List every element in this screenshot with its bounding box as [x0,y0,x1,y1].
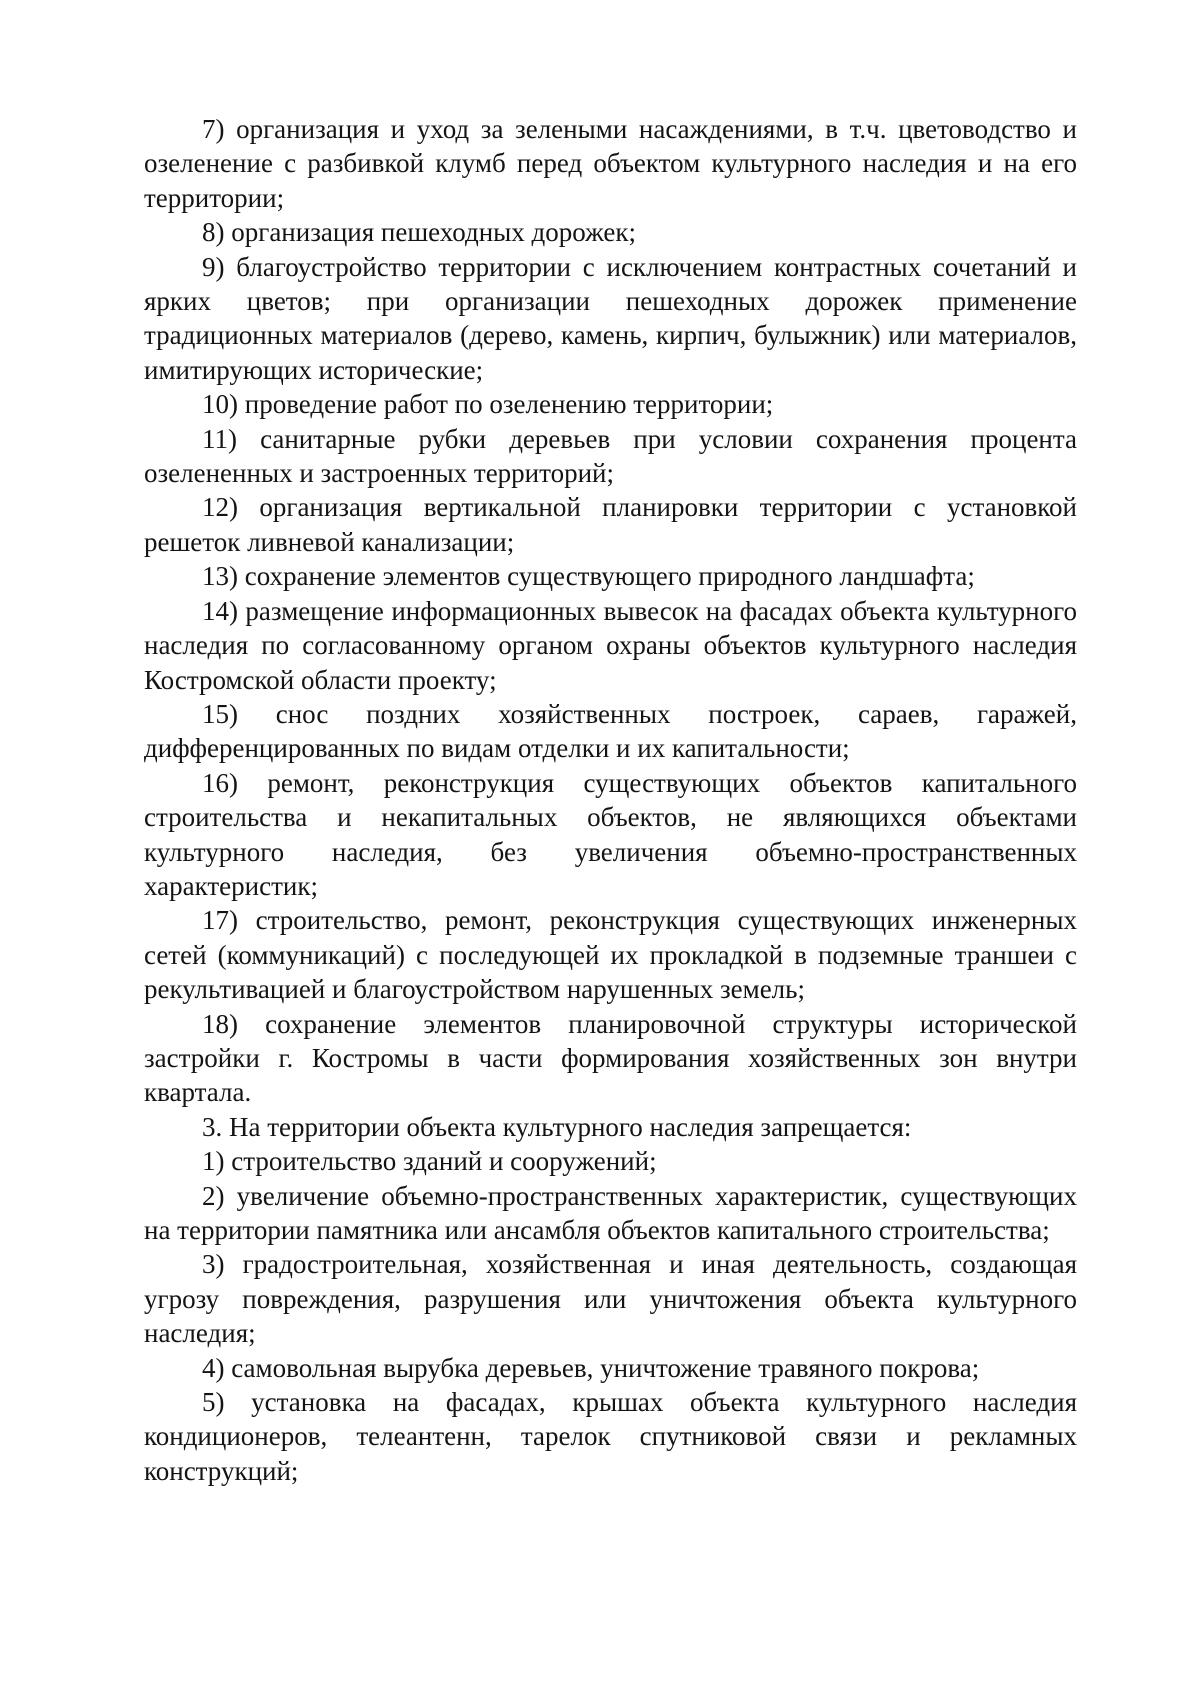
paragraph-item-10-greening: 10) проведение работ по озеленению территории; [202,389,774,420]
prohibition-item-5: 5) установка на фасадах, крышах объекта культурного наследия кондиционеров, телеантенн, тарелок спутниковой связи и рекламных конструкций; [144,1387,1077,1486]
paragraph-item-18-planning-structure: 18) сохранение элементов планировочной структуры исторической застройки г. Костромы в части формирования хозяйственных зон внутри квартала. [144,1008,1077,1108]
paragraph-item-8-footpaths: 8) организация пешеходных дорожек; [202,217,637,248]
prohibition-item-3: 3) градостроительная, хозяйственная и иная деятельность, создающая угрозу повреждения, разрушения или уничтожения объекта культурного наследия; [144,1249,1077,1349]
paragraph-item-16-repair: 16) ремонт, реконструкция существующих объектов капитального строительства и некапитальных объектов, не являющихся объектами культурного наследия, без увеличения объемно-пространственных характеристик; [144,767,1077,901]
paragraph-item-9-landscaping: 9) благоустройство территории с исключением контрастных сочетаний и ярких цветов; при организации пешеходных дорожек применение традиционных материалов (дерево, камень, кирпич, булыжник) или материалов, имитирующих исторические; [144,251,1077,385]
paragraph-item-14-signage: 14) размещение информационных вывесок на фасадах объекта культурного наследия по согласованному органом охраны объектов культурного наследия Костромской области проекту; [144,595,1077,695]
section-heading-3-prohibitions: 3. На территории объекта культурного наследия запрещается: [202,1111,912,1142]
paragraph-item-12-vertical-planning: 12) организация вертикальной планировки территории с установкой решеток ливневой канализации; [144,492,1077,557]
document-body [144,112,1077,1488]
prohibition-item-1: 1) строительство зданий и сооружений; [202,1146,657,1177]
prohibition-item-4: 4) самовольная вырубка деревьев, уничтожение травяного покрова; [202,1352,980,1383]
prohibition-item-2: 2) увеличение объемно-пространственных характеристик, существующих на территории памятника или ансамбля объектов капитального строительства; [144,1180,1077,1245]
paragraph-item-15-demolition: 15) снос поздних хозяйственных построек, сараев, гаражей, дифференцированных по видам отделки и их капитальности; [144,698,1077,764]
paragraph-item-13-landscape-preservation: 13) сохранение элементов существующего природного ландшафта; [202,561,975,592]
paragraph-item-17-utilities: 17) строительство, ремонт, реконструкция существующих инженерных сетей (коммуникаций) с последующей их прокладкой в подземные траншеи с рекультивацией и благоустройством нарушенных земель; [144,905,1077,1005]
paragraph-item-11-sanitary-felling: 11) санитарные рубки деревьев при условии сохранения процента озелененных и застроенных территорий; [144,423,1077,489]
paragraph-item-7-green-spaces: 7) организация и уход за зелеными насаждениями, в т.ч. цветоводство и озеленение с разбивкой клумб перед объектом культурного наследия и на его территории; [144,114,1077,213]
